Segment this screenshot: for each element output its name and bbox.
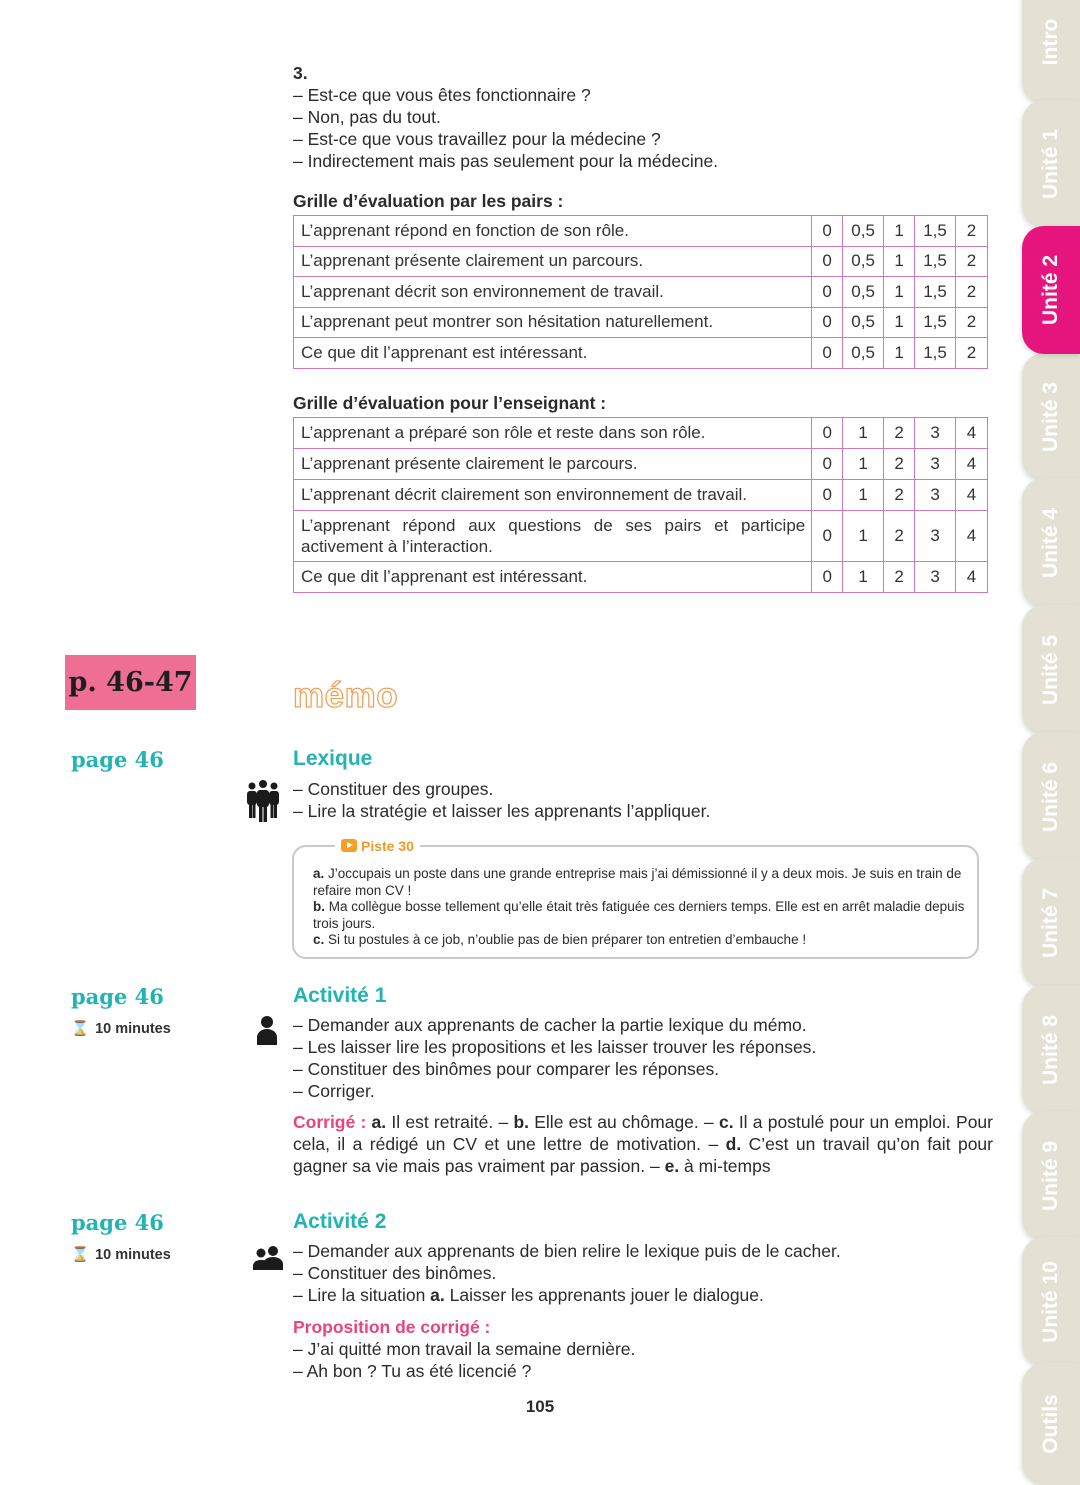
answer-text: Il a postulé pour un emploi. Pour cela, il a rédigé un CV et une lettre de motivation. –	[293, 1112, 993, 1154]
activite-2-proposition	[293, 1316, 635, 1382]
score-cell[interactable]: 2	[956, 216, 988, 247]
instruction-line: – Les laisser lire les propositions et les laisser trouver les réponses.	[293, 1037, 817, 1057]
score-cell[interactable]: 1	[843, 511, 884, 562]
proposition-line: – J’ai quitté mon travail la semaine dernière.	[293, 1339, 636, 1359]
score-cell[interactable]: 1	[884, 246, 915, 277]
score-cell[interactable]: 0	[812, 511, 843, 562]
score-cell[interactable]: 1,5	[915, 246, 956, 277]
page-range-badge: p. 46-47	[65, 655, 196, 710]
answer-text: à mi-temps	[679, 1156, 771, 1176]
score-cell[interactable]: 0	[812, 449, 843, 480]
tab-label: Unité 5	[1039, 634, 1062, 706]
dialogue-line: – Est-ce que vous travaillez pour la médecine ?	[293, 129, 661, 149]
grid-row	[294, 246, 988, 277]
criterion: Ce que dit l’apprenant est intéressant.	[294, 338, 812, 369]
score-cell[interactable]: 3	[915, 480, 956, 511]
score-cell[interactable]: 2	[956, 338, 988, 369]
hourglass-icon: ⌛	[71, 1247, 90, 1263]
tab-unite-10[interactable]	[1022, 1237, 1080, 1367]
tab-unite-9[interactable]	[1022, 1111, 1080, 1241]
tab-unite-5[interactable]	[1022, 605, 1080, 735]
answer-letter: c.	[718, 1112, 734, 1132]
tab-label: Unité 7	[1039, 887, 1062, 959]
grid-row	[294, 418, 988, 449]
score-cell[interactable]: 1	[884, 216, 915, 247]
proposition-line: – Ah bon ? Tu as été licencié ?	[293, 1361, 532, 1381]
score-cell[interactable]: 1	[843, 562, 884, 593]
person-icon	[256, 1015, 278, 1045]
audio-transcript	[313, 866, 973, 949]
group-icon	[246, 779, 280, 823]
transcript-item	[313, 932, 973, 949]
section-3	[293, 62, 718, 172]
score-cell[interactable]: 0,5	[843, 277, 884, 308]
score-cell[interactable]: 0	[812, 307, 843, 338]
score-cell[interactable]: 0	[812, 246, 843, 277]
score-cell[interactable]: 0	[812, 562, 843, 593]
criterion: L’apprenant présente clairement le parcours.	[294, 449, 812, 480]
answer-letter: d.	[725, 1134, 742, 1154]
activite-2-heading: Activité 2	[293, 1210, 387, 1233]
transcript-item	[313, 866, 973, 899]
score-cell[interactable]: 1,5	[915, 338, 956, 369]
instruction-line: – Lire la stratégie et laisser les apprenants l’appliquer.	[293, 801, 711, 821]
dialogue-line: – Est-ce que vous êtes fonctionnaire ?	[293, 85, 591, 105]
proposition-label: Proposition de corrigé :	[293, 1317, 491, 1337]
score-cell[interactable]: 0,5	[843, 246, 884, 277]
pair-icon	[252, 1245, 284, 1271]
tab-label: Unité 8	[1039, 1014, 1062, 1086]
tab-label: Unité 4	[1039, 507, 1062, 579]
score-cell[interactable]: 0	[812, 277, 843, 308]
lexique-instructions	[293, 778, 710, 822]
duration	[71, 1020, 171, 1037]
grid-row	[294, 216, 988, 247]
score-cell[interactable]: 3	[915, 449, 956, 480]
score-cell[interactable]: 4	[956, 480, 988, 511]
situation-letter: a.	[430, 1285, 445, 1305]
score-cell[interactable]: 0	[812, 480, 843, 511]
duration-text: 10 minutes	[95, 1021, 171, 1037]
score-cell[interactable]: 3	[915, 511, 956, 562]
criterion: L’apprenant a préparé son rôle et reste dans son rôle.	[294, 418, 812, 449]
answer-text: C’est un travail qu’on fait pour gagner sa vie mais pas vraiment par passion. –	[293, 1134, 993, 1176]
score-cell[interactable]: 4	[956, 562, 988, 593]
page-reference: page 46	[71, 984, 164, 1009]
answer-letter: b.	[513, 1112, 530, 1132]
dialogue-line: – Non, pas du tout.	[293, 107, 441, 127]
score-cell[interactable]: 0,5	[843, 307, 884, 338]
criterion: L’apprenant décrit son environnement de travail.	[294, 277, 812, 308]
instruction-line: – Constituer des binômes.	[293, 1263, 497, 1283]
tab-unite-1[interactable]	[1022, 100, 1080, 228]
tab-unite-8[interactable]	[1022, 985, 1080, 1115]
tab-label: Unité 6	[1039, 761, 1062, 833]
page-reference: page 46	[71, 1210, 164, 1235]
criterion: Ce que dit l’apprenant est intéressant.	[294, 562, 812, 593]
tab-label: Intro	[1039, 18, 1062, 66]
score-cell[interactable]: 2	[956, 277, 988, 308]
score-cell[interactable]: 2	[884, 418, 915, 449]
tab-unite-6[interactable]	[1022, 732, 1080, 862]
item-letter: c.	[313, 932, 325, 947]
instruction-line	[293, 1284, 841, 1306]
grid-row	[294, 307, 988, 338]
answer-letter: a.	[371, 1112, 387, 1132]
score-cell[interactable]: 3	[915, 418, 956, 449]
grid-row	[294, 277, 988, 308]
score-cell[interactable]: 0	[812, 418, 843, 449]
answer-text: Elle est au chômage. –	[529, 1112, 719, 1132]
activite-1-heading: Activité 1	[293, 984, 387, 1007]
criterion: L’apprenant présente clairement un parcours.	[294, 246, 812, 277]
activite-2-instructions	[293, 1240, 841, 1306]
grid-pairs-title: Grille d’évaluation par les pairs :	[293, 191, 564, 211]
score-cell[interactable]: 1,5	[915, 216, 956, 247]
score-cell[interactable]: 1	[843, 418, 884, 449]
criterion: L’apprenant répond en fonction de son rôle.	[294, 216, 812, 247]
grid-row	[294, 338, 988, 369]
score-cell[interactable]: 2	[884, 480, 915, 511]
instruction-text: – Lire la situation	[293, 1285, 431, 1305]
duration	[71, 1246, 171, 1263]
score-cell[interactable]: 4	[956, 449, 988, 480]
score-cell[interactable]: 1	[884, 307, 915, 338]
transcript-item	[313, 899, 973, 932]
grid-teacher-table	[293, 417, 988, 593]
page-reference: page 46	[71, 747, 164, 772]
hourglass-icon: ⌛	[71, 1021, 90, 1037]
memo-title: mémo	[293, 676, 399, 715]
grid-row	[294, 480, 988, 511]
score-cell[interactable]: 1	[843, 449, 884, 480]
instruction-line: – Demander aux apprenants de cacher la partie lexique du mémo.	[293, 1015, 807, 1035]
tab-unite-7[interactable]	[1022, 858, 1080, 988]
tab-label: Unité 2	[1039, 254, 1062, 326]
score-cell[interactable]: 0,5	[843, 338, 884, 369]
criterion: L’apprenant décrit clairement son environnement de travail.	[294, 480, 812, 511]
instruction-line: – Constituer des groupes.	[293, 779, 494, 799]
unit-tabs	[1022, 0, 1080, 1465]
criterion: L’apprenant peut montrer son hésitation naturellement.	[294, 307, 812, 338]
item-text: Si tu postules à ce job, n’oublie pas de bien préparer ton entretien d’embauche !	[324, 932, 807, 947]
tab-unite-4[interactable]	[1022, 478, 1080, 608]
score-cell[interactable]: 0	[812, 216, 843, 247]
score-cell[interactable]: 1	[843, 480, 884, 511]
grid-row	[294, 562, 988, 593]
score-cell[interactable]: 2	[884, 449, 915, 480]
activite-1-corrige	[293, 1111, 993, 1177]
tab-unite-2[interactable]	[1022, 226, 1080, 354]
grid-teacher-title: Grille d’évaluation pour l’enseignant :	[293, 393, 607, 413]
tab-outils[interactable]	[1022, 1363, 1080, 1485]
instruction-line: – Demander aux apprenants de bien relire le lexique puis de le cacher.	[293, 1241, 841, 1261]
play-icon[interactable]	[341, 839, 357, 852]
grid-row	[294, 511, 988, 562]
criterion: L’apprenant répond aux questions de ses pairs et participe activement à l’interaction.	[294, 511, 812, 562]
audio-track-label[interactable]	[335, 838, 420, 854]
score-cell[interactable]: 4	[956, 511, 988, 562]
score-cell[interactable]: 2	[884, 562, 915, 593]
score-cell[interactable]: 1	[884, 277, 915, 308]
tab-label: Unité 9	[1039, 1140, 1062, 1212]
tab-intro[interactable]	[1022, 0, 1080, 104]
grid-row	[294, 449, 988, 480]
grid-pairs-table	[293, 215, 988, 369]
item-letter: a.	[313, 866, 325, 881]
tab-label: Unité 3	[1039, 381, 1062, 453]
audio-track-text: Piste 30	[361, 838, 414, 854]
score-cell[interactable]: 1,5	[915, 307, 956, 338]
tab-label: Unité 1	[1039, 128, 1062, 200]
score-cell[interactable]: 0	[812, 338, 843, 369]
answer-letter: e.	[664, 1156, 680, 1176]
section-number: 3.	[293, 63, 308, 83]
score-cell[interactable]: 3	[915, 562, 956, 593]
lexique-heading: Lexique	[293, 747, 373, 770]
duration-text: 10 minutes	[95, 1247, 171, 1263]
page-number: 105	[525, 1397, 555, 1416]
item-text: Ma collègue bosse tellement qu’elle était très fatiguée ces derniers temps. Elle est en arrêt maladie depuis trois jours.	[313, 899, 965, 931]
score-cell[interactable]: 4	[956, 418, 988, 449]
tab-label: Outils	[1039, 1394, 1062, 1454]
tab-label: Unité 10	[1039, 1261, 1062, 1343]
corrige-label: Corrigé :	[293, 1112, 367, 1132]
tab-unite-3[interactable]	[1022, 353, 1080, 481]
score-cell[interactable]: 2	[884, 511, 915, 562]
item-text: J’occupais un poste dans une grande entreprise mais j’ai démissionné il y a deux mois. Je suis en train de refaire mon CV !	[313, 866, 962, 898]
item-letter: b.	[313, 899, 325, 914]
score-cell[interactable]: 2	[956, 246, 988, 277]
answer-text: Il est retraité. –	[386, 1112, 514, 1132]
instruction-line: – Corriger.	[293, 1081, 375, 1101]
score-cell[interactable]: 1,5	[915, 277, 956, 308]
score-cell[interactable]: 1	[884, 338, 915, 369]
instruction-line: – Constituer des binômes pour comparer les réponses.	[293, 1059, 720, 1079]
activite-1-instructions	[293, 1014, 816, 1102]
score-cell[interactable]: 0,5	[843, 216, 884, 247]
instruction-text: Laisser les apprenants jouer le dialogue.	[444, 1285, 764, 1305]
score-cell[interactable]: 2	[956, 307, 988, 338]
dialogue-line: – Indirectement mais pas seulement pour la médecine.	[293, 151, 719, 171]
